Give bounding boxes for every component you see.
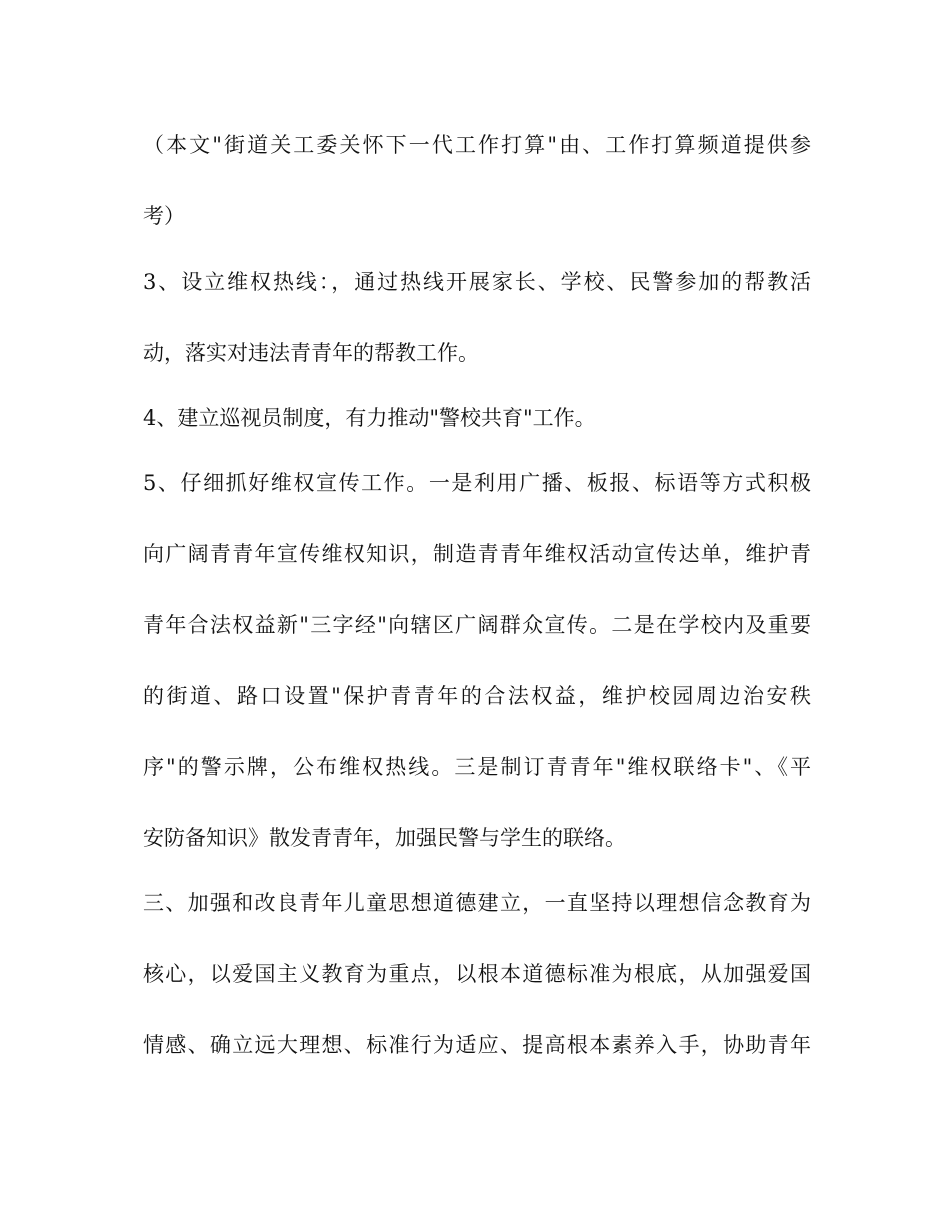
paragraph-5-line-3: 情感、确立远大理想、标准行为适应、提高根本素养入手，协助青年 [143, 1033, 811, 1057]
paragraph-2-line-1: 3、设立维权热线：，通过热线开展家长、学校、民警参加的帮教活 [143, 270, 811, 294]
paragraph-4-line-6: 安防备知识》散发青青年，加强民警与学生的联络。 [143, 826, 626, 850]
paragraph-4-line-3: 青年合法权益新"三字经"向辖区广阔群众宣传。二是在学校内及重要 [143, 613, 811, 637]
paragraph-5-line-2: 核心，以爱国主义教育为重点，以根本道德标准为根底，从加强爱国 [143, 962, 811, 986]
paragraph-1-line-1: （本文"街道关工委关怀下一代工作打算"由、工作打算频道提供参 [143, 133, 811, 157]
paragraph-4-line-2: 向广阔青青年宣传维权知识，制造青青年维权活动宣传达单，维护青 [143, 542, 811, 566]
paragraph-4-line-4: 的街道、路口设置"保护青青年的合法权益，维护校园周边治安秩 [143, 684, 811, 708]
paragraph-5-line-1: 三、加强和改良青年儿童思想道德建立，一直坚持以理想信念教育为 [143, 891, 811, 915]
paragraph-3-line-1: 4、建立巡视员制度，有力推动"警校共育"工作。 [143, 406, 596, 430]
document-body [143, 118, 811, 1060]
paragraph-4-line-1: 5、仔细抓好维权宣传工作。一是利用广播、板报、标语等方式积极 [143, 471, 811, 495]
paragraph-4-line-5: 序"的警示牌，公布维权热线。三是制订青青年"维权联络卡"、《平 [143, 755, 811, 779]
paragraph-2-line-2: 动，落实对违法青青年的帮教工作。 [143, 341, 479, 365]
paragraph-1-line-2: 考） [143, 204, 185, 228]
